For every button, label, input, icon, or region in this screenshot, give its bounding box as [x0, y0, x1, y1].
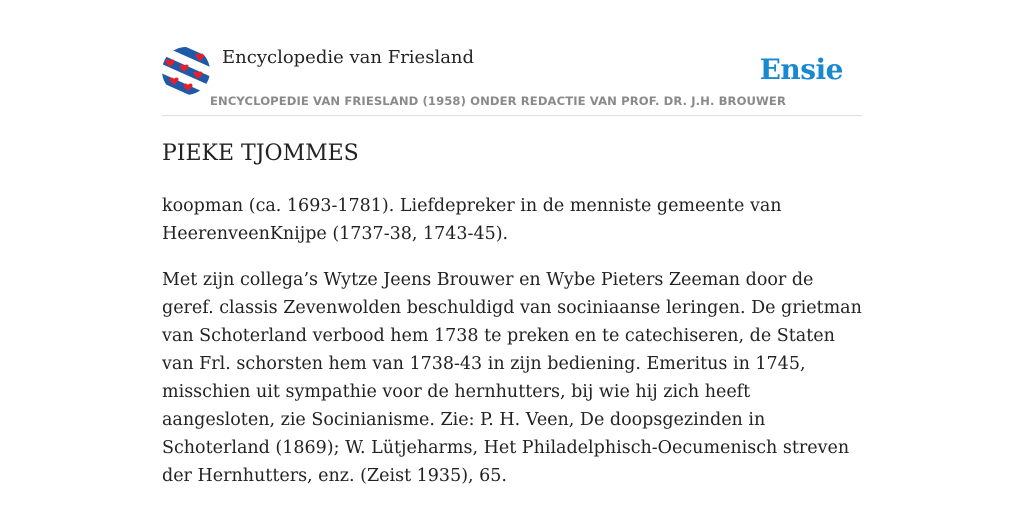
entry-content [162, 192, 866, 508]
brand-logo[interactable]: Ensie [759, 53, 843, 86]
source-title[interactable]: Encyclopedie van Friesland [222, 47, 475, 68]
entry-paragraph: koopman (ca. 1693-1781). Liefdepreker in de menniste gemeente van HeerenveenKnijpe (1737-38, 1743-45). [162, 196, 782, 244]
entry-title: PIEKE TJOMMES [162, 141, 359, 166]
frisian-flag-icon[interactable] [162, 47, 210, 95]
source-subtitle: ENCYCLOPEDIE VAN FRIESLAND (1958) ONDER REDACTIE VAN PROF. DR. J.H. BROUWER [210, 94, 786, 108]
entry-paragraph: Met zijn collega’s Wytze Jeens Brouwer en Wybe Pieters Zeeman door de geref. classis Zevenwolden beschuldigd van sociniaanse leringen. De grietman van Schoterland verbood hem 1738 te preken en te catechiseren, de Staten van Frl. schorsten hem van 1738-43 in zijn bediening. Emeritus in 1745, misschien uit sympathie voor de hernhutters, bij wie hij zich heeft aangesloten, zie Socinianisme. Zie: P. H. Veen, De doopsgezinden in Schoterland (1869); W. Lütjeharms, Het Philadelphisch-Oecumenisch streven der Hernhutters, enz. (Zeist 1935), 65. [162, 270, 862, 486]
source-header [162, 44, 862, 116]
